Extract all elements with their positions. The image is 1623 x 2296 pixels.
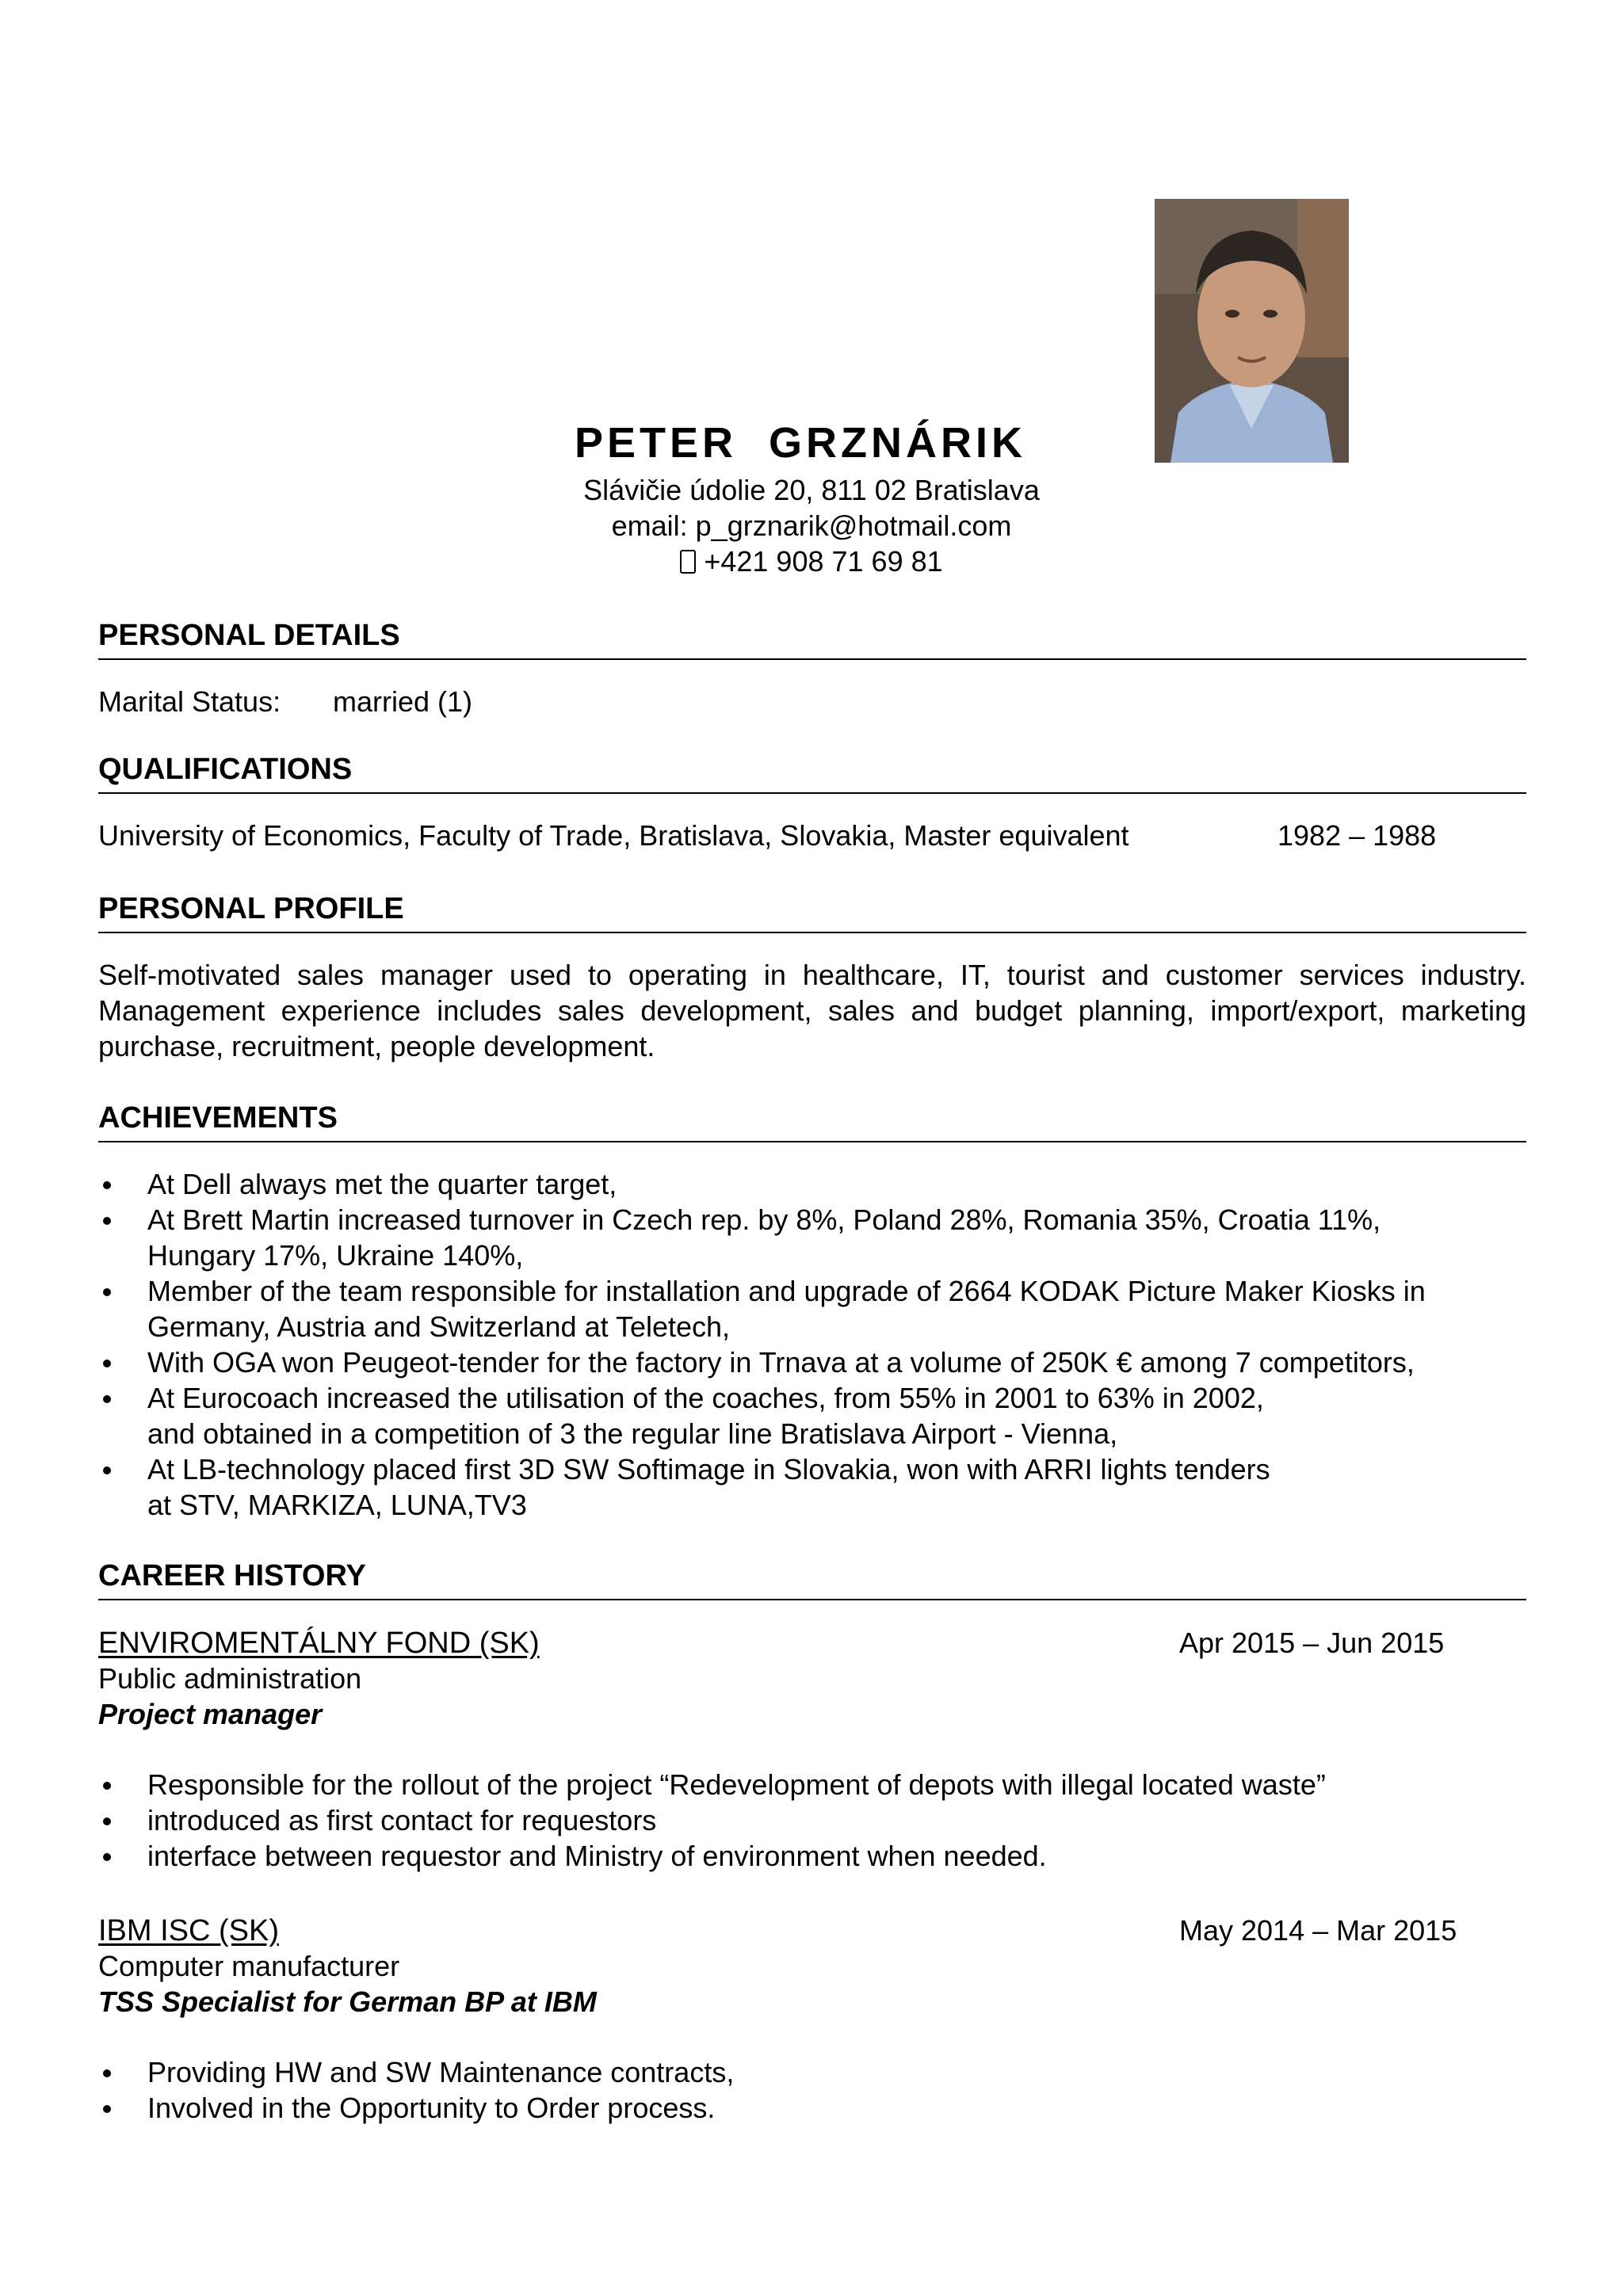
list-item: Member of the team responsible for installation and upgrade of 2664 KODAK Picture Maker Kiosks in Germany, Austria and Switzerland at Teletech, — [98, 1273, 1526, 1344]
job-dates: May 2014 – Mar 2015 — [1179, 1914, 1457, 1947]
list-item: interface between requestor and Ministry of environment when needed. — [98, 1838, 1526, 1874]
list-item: At Dell always met the quarter target, — [98, 1166, 1526, 1202]
job-company: IBM ISC (SK) — [98, 1914, 280, 1947]
qualification-entry: University of Economics, Faculty of Trade, Bratislava, Slovakia, Master equivalent — [98, 819, 1129, 852]
profile-text: Self-motivated sales manager used to operating in healthcare, IT, tourist and customer services industry. Management experience includes sales development, sales and budget planning, import/export, marketing purchase, recruitment, people development. — [98, 959, 1526, 1062]
marital-status-label: Marital Status: — [98, 685, 281, 718]
phone-line — [0, 543, 1623, 580]
bullet-icon — [103, 1217, 111, 1225]
list-item: At LB-technology placed first 3D SW Softimage in Slovakia, won with ARRI lights tenders at STV, MARKIZA, LUNA,TV3 — [98, 1451, 1526, 1523]
bullet-icon — [103, 1395, 111, 1403]
bullet-icon — [103, 1466, 111, 1474]
job-sector: Computer manufacturer — [98, 1950, 400, 1982]
job-sector: Public administration — [98, 1662, 362, 1695]
section-heading-personal-details: PERSONAL DETAILS — [98, 617, 1526, 660]
list-item: introduced as first contact for requestors — [98, 1802, 1526, 1838]
section-heading-career-history: CAREER HISTORY — [98, 1558, 1526, 1600]
section-heading-personal-profile: PERSONAL PROFILE — [98, 891, 1526, 933]
job-bullets — [98, 2054, 1526, 2126]
job-company: ENVIROMENTÁLNY FOND (SK) — [98, 1627, 540, 1660]
bullet-icon — [103, 1782, 111, 1790]
bullet-icon — [103, 1181, 111, 1189]
job-role: TSS Specialist for German BP at IBM — [98, 1985, 597, 2018]
list-item: Responsible for the rollout of the project “Redevelopment of depots with illegal located waste” — [98, 1767, 1526, 1802]
bullet-icon — [103, 1853, 111, 1861]
address: Slávičie údolie 20, 811 02 Bratislava — [583, 474, 1040, 506]
email: email: p_grznarik@hotmail.com — [611, 509, 1012, 542]
section-heading-qualifications: QUALIFICATIONS — [98, 751, 1526, 794]
bullet-icon — [103, 2105, 111, 2113]
list-item: At Brett Martin increased turnover in Czech rep. by 8%, Poland 28%, Romania 35%, Croatia 11%, Hungary 17%, Ukraine 140%, — [98, 1202, 1526, 1273]
bullet-icon — [103, 1360, 111, 1367]
bullet-icon — [103, 1288, 111, 1296]
achievements-list — [98, 1166, 1526, 1523]
phone-number: +421 908 71 69 81 — [704, 545, 943, 578]
bullet-icon — [103, 1817, 111, 1825]
list-item: Providing HW and SW Maintenance contracts, — [98, 2054, 1526, 2090]
job-bullets — [98, 1767, 1526, 1874]
marital-status-value: married (1) — [333, 685, 473, 718]
list-item: With OGA won Peugeot-tender for the factory in Trnava at a volume of 250K € among 7 competitors, — [98, 1344, 1526, 1380]
job-dates: Apr 2015 – Jun 2015 — [1179, 1627, 1445, 1659]
list-item: Involved in the Opportunity to Order process. — [98, 2090, 1526, 2126]
qualification-years: 1982 – 1988 — [1277, 819, 1437, 852]
phone-icon — [680, 550, 696, 574]
candidate-name: PETER GRZNÁRIK — [574, 419, 1027, 467]
job-role: Project manager — [98, 1698, 323, 1730]
section-heading-achievements: ACHIEVEMENTS — [98, 1100, 1526, 1142]
list-item: At Eurocoach increased the utilisation of the coaches, from 55% in 2001 to 63% in 2002, and obtained in a competition of 3 the regular line Bratislava Airport - Vienna, — [98, 1380, 1526, 1451]
bullet-icon — [103, 2069, 111, 2077]
